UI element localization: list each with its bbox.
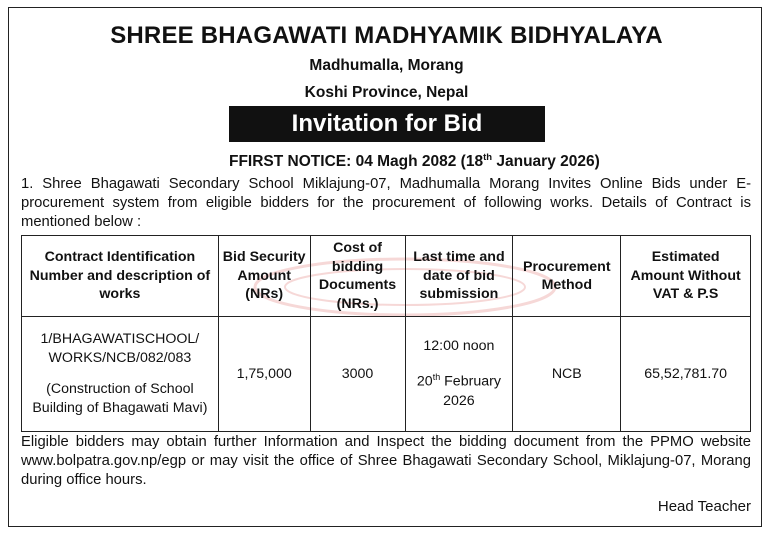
deadline-time: 12:00 noon: [423, 338, 495, 355]
cell-contract: [22, 317, 219, 432]
school-name: SHREE BHAGAWATI MADHYAMIK BIDHYALAYA: [110, 22, 663, 49]
address-line-2: Koshi Province, Nepal: [304, 84, 469, 101]
cell-doc-cost: 3000: [310, 317, 405, 432]
col-header-contract: Contract Identification Number and description of works: [22, 236, 219, 317]
cell-bid-security: 1,75,000: [218, 317, 310, 432]
contract-id: 1/BHAGAWATISCHOOL/ WORKS/NCB/082/083: [40, 331, 200, 366]
address-line-1: Madhumalla, Morang: [309, 57, 464, 74]
cell-estimate: 65,52,781.70: [621, 317, 751, 432]
invitation-banner: Invitation for Bid: [229, 106, 545, 142]
col-header-method: Procurement Method: [513, 236, 621, 317]
deadline-date: 20th February 2026: [416, 372, 501, 409]
cell-deadline: [405, 317, 513, 432]
col-header-bid-security: Bid Security Amount (NRs): [218, 236, 310, 317]
contract-description: (Construction of School Building of Bhagawati Mavi): [32, 381, 208, 416]
col-header-doc-cost: Cost of bidding Documents (NRs.): [310, 236, 405, 317]
col-header-deadline: Last time and date of bid submission: [405, 236, 513, 317]
eligibility-paragraph: Eligible bidders may obtain further Information and Inspect the bidding document from the PPMO website www.bolpatra.gov.np/egp or may visit the office of Shree Bhagawati Secondary School, Miklajung-07, Morang during office hours.: [21, 434, 751, 488]
col-header-estimate: Estimated Amount Without VAT & P.S: [621, 236, 751, 317]
intro-paragraph: 1. Shree Bhagawati Secondary School Miklajung-07, Madhumalla Morang Invites Online Bids under E-procurement system from eligible bidders for the procurement of following works. Details of Contract is mentioned below :: [21, 176, 751, 230]
cell-method: NCB: [513, 317, 621, 432]
table-header-row: [22, 236, 751, 317]
first-notice: FFIRST NOTICE: 04 Magh 2082 (18th January 2026): [229, 152, 600, 171]
signature: Head Teacher: [657, 498, 751, 515]
table-row: [22, 317, 751, 432]
bid-table: [21, 235, 751, 432]
